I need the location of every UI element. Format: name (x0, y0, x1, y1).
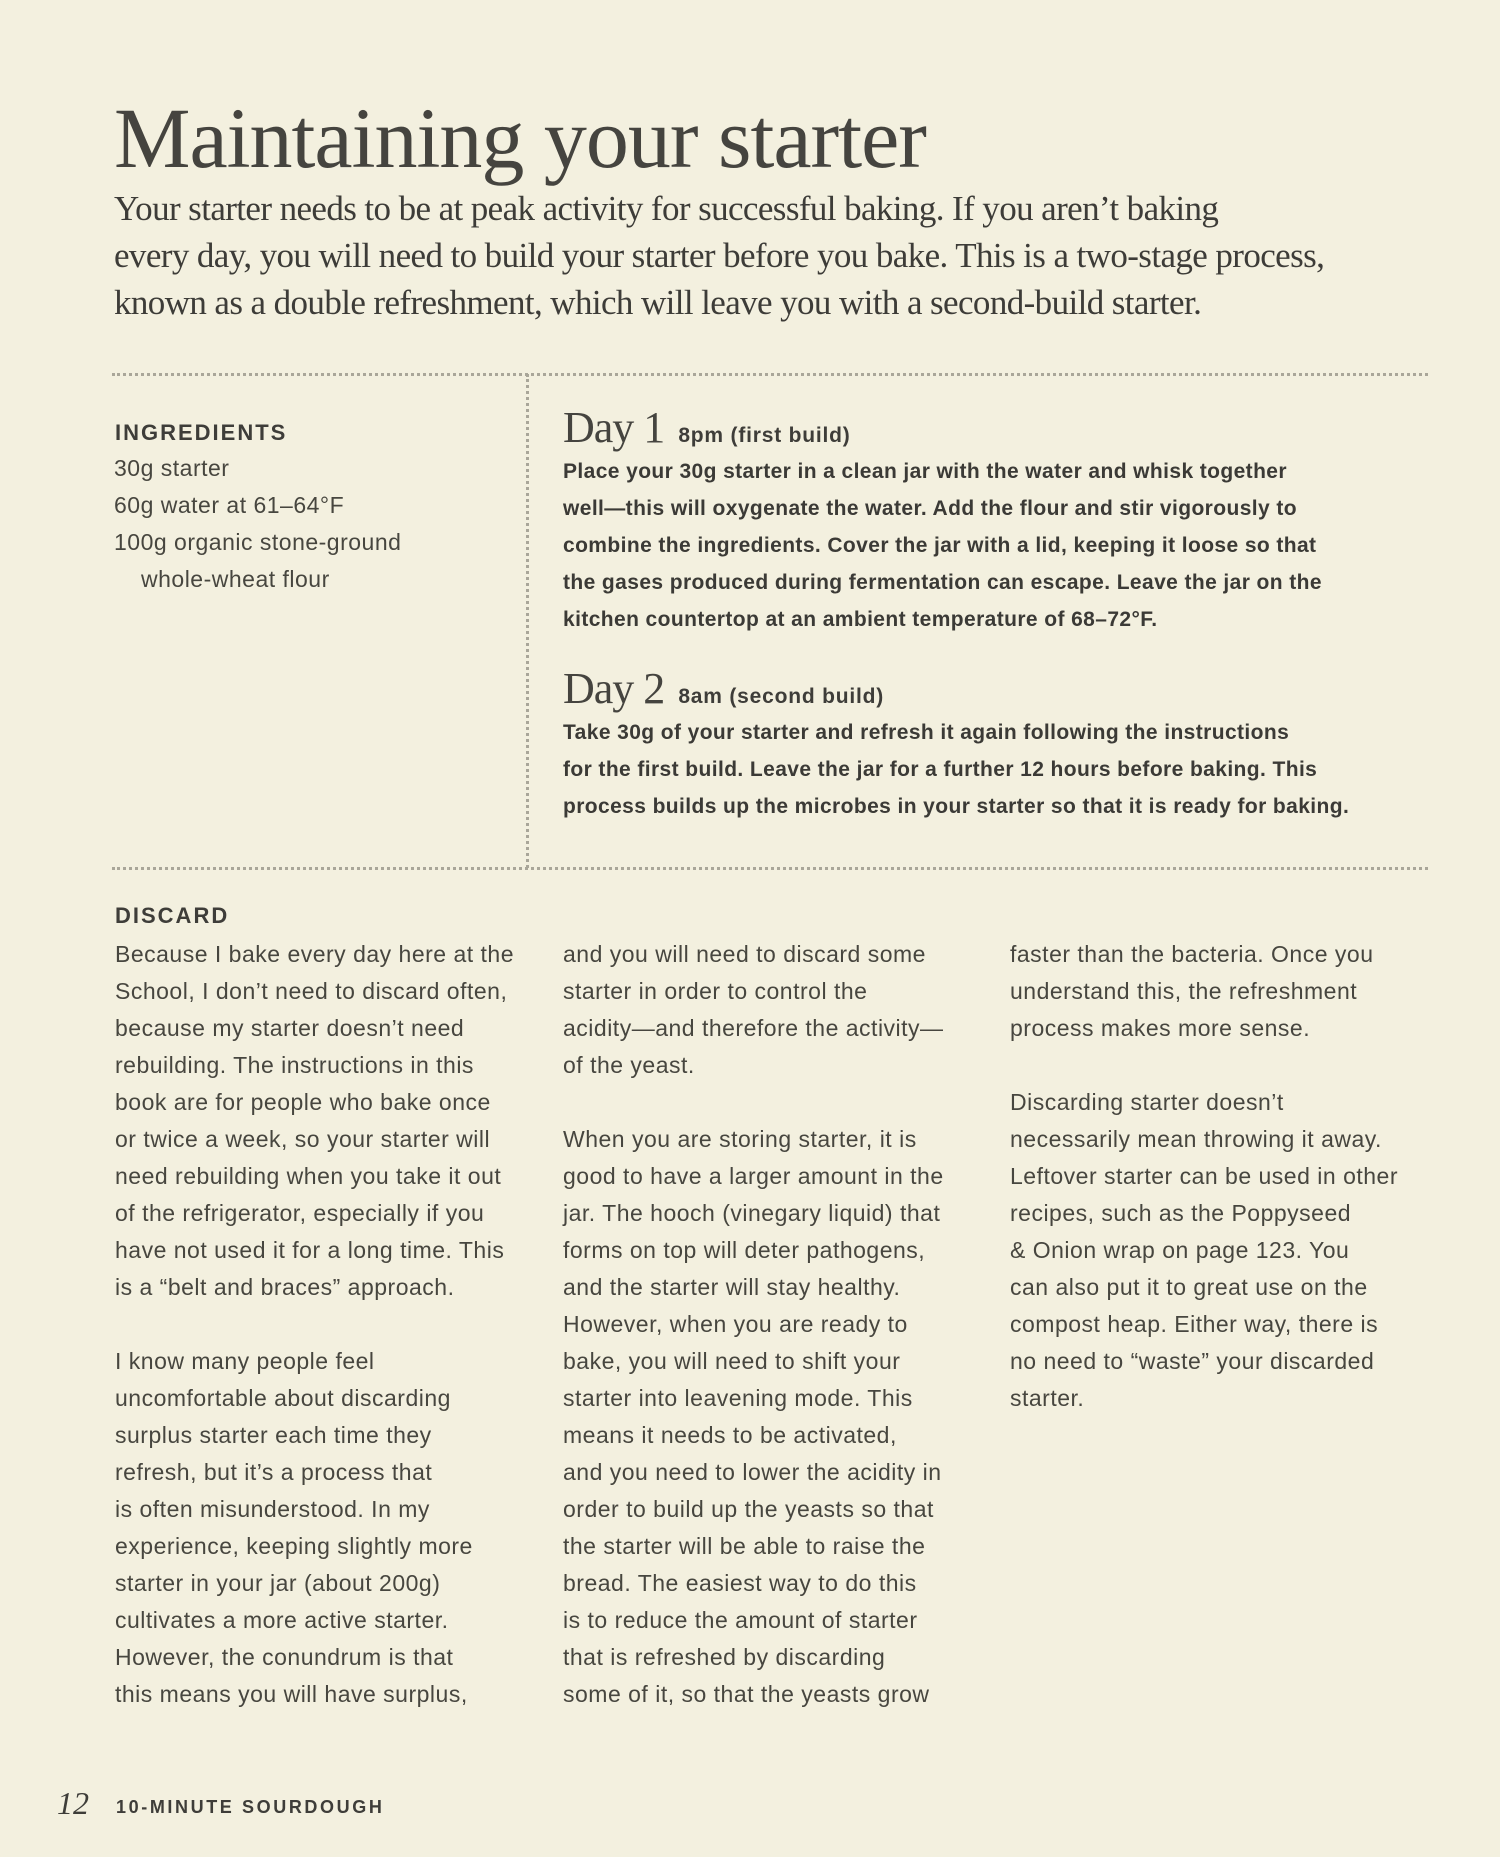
discard-line: starter in your jar (about 200g) (115, 1570, 441, 1596)
discard-line: means it needs to be activated, (563, 1422, 897, 1448)
discard-line: this means you will have surplus, (115, 1681, 468, 1707)
top-divider (112, 373, 1428, 376)
discard-line: book are for people who bake once (115, 1089, 491, 1115)
intro-line: known as a double refreshment, which will leave you with a second-build starter. (114, 283, 1202, 322)
discard-column-1 (115, 936, 514, 1713)
discard-line: recipes, such as the Poppyseed (1010, 1200, 1352, 1226)
day2-line: process builds up the microbes in your starter so that it is ready for baking. (563, 795, 1350, 818)
discard-line: acidity—and therefore the activity— (563, 1015, 944, 1041)
discard-line: process makes more sense. (1010, 1015, 1311, 1041)
discard-line: understand this, the refreshment (1010, 978, 1358, 1004)
discard-line: the starter will be able to raise the (563, 1533, 926, 1559)
day2-title: Day 2 (563, 664, 665, 713)
discard-line: surplus starter each time they (115, 1422, 432, 1448)
discard-column-3 (1010, 936, 1398, 1417)
discard-line: However, the conundrum is that (115, 1644, 454, 1670)
discard-line: School, I don’t need to discard often, (115, 978, 508, 1004)
discard-line: bake, you will need to shift your (563, 1348, 901, 1374)
discard-line: starter. (1010, 1385, 1085, 1411)
discard-line: When you are storing starter, it is (563, 1126, 917, 1152)
discard-line: is to reduce the amount of starter (563, 1607, 918, 1633)
discard-line: faster than the bacteria. Once you (1010, 941, 1374, 967)
discard-line: and you will need to discard some (563, 941, 926, 967)
day2-body (563, 714, 1349, 825)
day2-time: 8am (second build) (678, 685, 885, 708)
discard-line: order to build up the yeasts so that (563, 1496, 934, 1522)
day2-line: for the first build. Leave the jar for a further 12 hours before baking. This (563, 758, 1318, 781)
discard-line: jar. The hooch (vinegary liquid) that (563, 1200, 941, 1226)
discard-line: cultivates a more active starter. (115, 1607, 449, 1633)
discard-line: because my starter doesn’t need (115, 1015, 465, 1041)
day1-line: the gases produced during fermentation can escape. Leave the jar on the (563, 571, 1322, 594)
discard-line: compost heap. Either way, there is (1010, 1311, 1379, 1337)
discard-line: rebuilding. The instructions in this (115, 1052, 474, 1078)
ingredient-item: 30g starter (114, 455, 230, 481)
discard-line: that is refreshed by discarding (563, 1644, 886, 1670)
discard-line: bread. The easiest way to do this (563, 1570, 917, 1596)
discard-line: However, when you are ready to (563, 1311, 908, 1337)
discard-line: Leftover starter can be used in other (1010, 1163, 1398, 1189)
discard-line: some of it, so that the yeasts grow (563, 1681, 930, 1707)
discard-line: Because I bake every day here at the (115, 941, 515, 967)
discard-line: is often misunderstood. In my (115, 1496, 430, 1522)
discard-line: and you need to lower the acidity in (563, 1459, 942, 1485)
running-title: 10-MINUTE SOURDOUGH (116, 1797, 385, 1817)
discard-line: starter into leavening mode. This (563, 1385, 913, 1411)
day2-line: Take 30g of your starter and refresh it again following the instructions (563, 721, 1290, 744)
discard-line: can also put it to great use on the (1010, 1274, 1368, 1300)
vertical-divider (526, 374, 529, 868)
discard-line: necessarily mean throwing it away. (1010, 1126, 1382, 1152)
discard-line: forms on top will deter pathogens, (563, 1237, 926, 1263)
ingredient-item: 60g water at 61–64°F (114, 492, 345, 518)
discard-line: & Onion wrap on page 123. You (1010, 1237, 1350, 1263)
discard-line: uncomfortable about discarding (115, 1385, 451, 1411)
intro-line: Your starter needs to be at peak activity for successful baking. If you aren’t baking (114, 189, 1219, 228)
discard-line: experience, keeping slightly more (115, 1533, 473, 1559)
bottom-divider (112, 867, 1428, 870)
discard-line: of the yeast. (563, 1052, 695, 1078)
ingredient-item: whole-wheat flour (141, 566, 330, 592)
day1-time: 8pm (first build) (678, 424, 851, 447)
day2-header (563, 663, 884, 714)
discard-heading: DISCARD (115, 903, 230, 928)
day1-line: kitchen countertop at an ambient temperature of 68–72°F. (563, 608, 1158, 631)
ingredients-list (114, 450, 401, 598)
page-title: Maintaining your starter (114, 90, 926, 186)
discard-line: and the starter will stay healthy. (563, 1274, 901, 1300)
day1-line: combine the ingredients. Cover the jar with a lid, keeping it loose so that (563, 534, 1317, 557)
day1-line: well—this will oxygenate the water. Add the flour and stir vigorously to (563, 497, 1297, 520)
discard-column-2 (563, 936, 944, 1713)
page-number: 12 (57, 1785, 89, 1821)
day1-title: Day 1 (563, 403, 665, 452)
ingredients-heading: INGREDIENTS (115, 420, 288, 445)
discard-line: good to have a larger amount in the (563, 1163, 944, 1189)
discard-line: I know many people feel (115, 1348, 375, 1374)
discard-line: no need to “waste” your discarded (1010, 1348, 1375, 1374)
paragraph-gap (115, 1306, 514, 1343)
day1-line: Place your 30g starter in a clean jar with the water and whisk together (563, 460, 1287, 483)
discard-line: or twice a week, so your starter will (115, 1126, 491, 1152)
day1-header (563, 402, 851, 453)
ingredient-item: 100g organic stone-ground (114, 529, 402, 555)
day1-body (563, 453, 1322, 638)
paragraph-gap (1010, 1047, 1398, 1084)
discard-line: is a “belt and braces” approach. (115, 1274, 455, 1300)
discard-line: starter in order to control the (563, 978, 868, 1004)
intro-paragraph (114, 185, 1414, 326)
discard-line: have not used it for a long time. This (115, 1237, 505, 1263)
discard-line: of the refrigerator, especially if you (115, 1200, 485, 1226)
paragraph-gap (563, 1084, 944, 1121)
intro-line: every day, you will need to build your starter before you bake. This is a two-stage process, (114, 236, 1325, 275)
discard-line: need rebuilding when you take it out (115, 1163, 502, 1189)
discard-line: refresh, but it’s a process that (115, 1459, 433, 1485)
discard-line: Discarding starter doesn’t (1010, 1089, 1284, 1115)
